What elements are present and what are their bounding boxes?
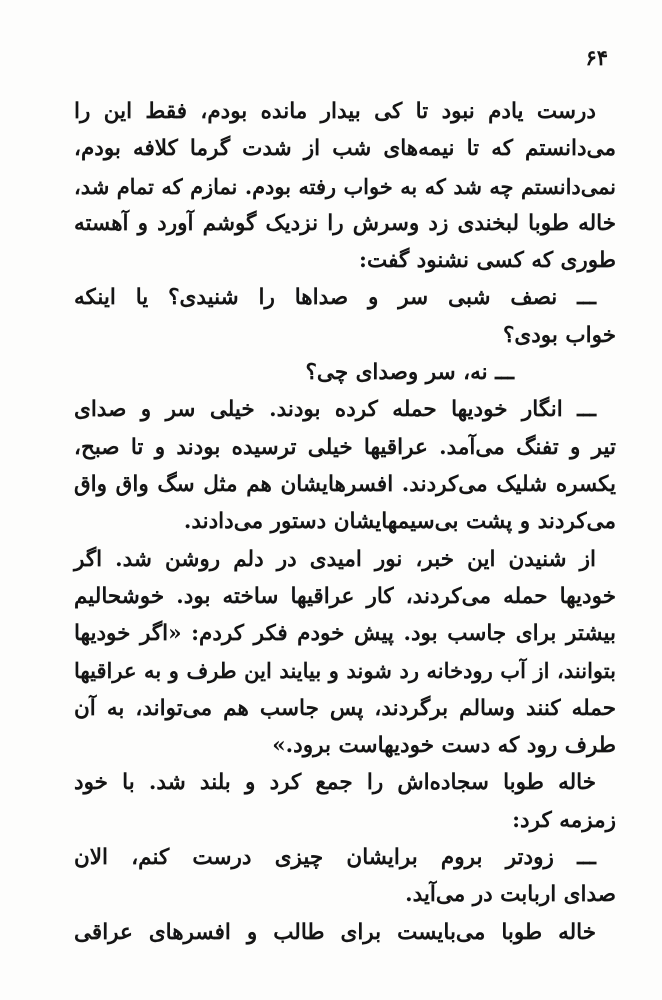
text-line: ـــ زودتر بروم برایشان چیزی درست کنم، الان [74,844,596,870]
text-line: خودیها حمله می‌کردند، کار عراقیها ساخته بود. خوشحالیم [74,583,616,609]
text-line: می‌کردند و پشت بی‌سیمهایشان دستور می‌دادند. [183,509,616,535]
text-line: خواب بودی؟ [502,322,616,348]
text-line: خاله طوبا سجاده‌اش را جمع کرد و بلند شد. با خود [74,770,596,796]
text-line: صدای اربابت در می‌آید. [405,882,616,908]
text-line: بیشتر برای جاسب بود. پیش خودم فکر کردم: «اگر خودیها [74,621,616,647]
text-line: یکسره شلیک می‌کردند. افسرهایشان هم مثل سگ واق واق [74,471,616,497]
text-line: زمزمه کرد: [512,807,616,833]
text-line: ـــ نصف شبی سر و صداها را شنیدی؟ یا اینکه [74,285,596,311]
text-line: ـــ نه، سر وصدای چی؟ [305,360,514,386]
text-line: نمی‌دانستم چه شد که به خواب رفته بودم. نمازم که تمام شد، [74,173,616,199]
text-line: از شنیدن این خبر، نور امیدی در دلم روشن شد. اگر [74,546,596,572]
text-line: حمله کنند وسالم برگردند، پس جاسب هم می‌تواند، به آن [74,695,616,721]
text-line: خاله طوبا می‌بایست برای طالب و افسرهای عراقی [74,919,596,945]
text-line: ـــ انگار خودیها حمله کرده بودند. خیلی سر و صدای [74,397,596,423]
text-line: تیر و تفنگ می‌آمد. عراقیها خیلی ترسیده بودند و تا صبح، [74,434,616,460]
text-line: می‌دانستم که تا نیمه‌های شب از شدت گرما کلافه بودم، [74,136,616,162]
page-number: ۶۴ [585,45,608,70]
text-line: طوری که کسی نشنود گفت: [359,248,616,274]
text-line: بتوانند، از آب رودخانه رد شوند و بیایند این طرف و به عراقیها [74,658,616,684]
body-text [74,93,616,951]
text-line: خاله طوبا لبخندی زد وسرش را نزدیک گوشم آورد و آهسته [74,210,616,236]
text-line: درست یادم نبود تا کی بیدار مانده بودم، فقط این را [74,99,596,124]
text-line: طرف رود که دست خودیهاست برود.» [272,733,616,759]
